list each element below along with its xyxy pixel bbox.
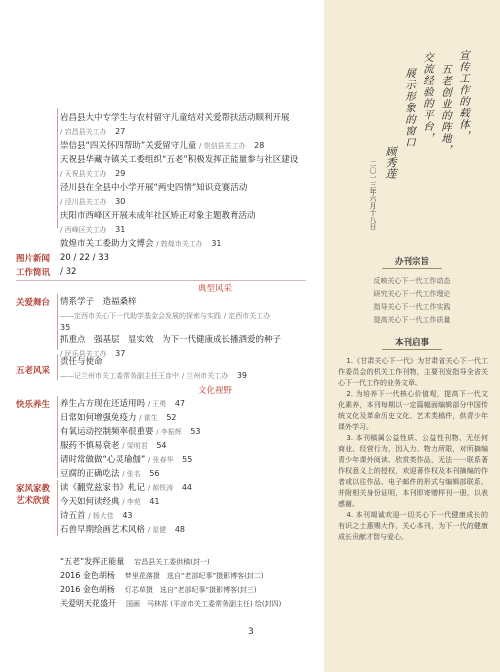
entry-org: / 兰州市关工办 [181,372,229,380]
entry-title: 抓重点 强基层 显实效 为下一代健康成长播洒爱的种子 [60,335,282,345]
work-brief-pages[interactable]: / 32 [60,267,77,277]
entry-title: 天祝县华藏寺镇关工委组织“五老”积极发挥正能量参与社区建设 [60,155,299,165]
cover-credit-4[interactable] [60,598,312,610]
health-divider [57,396,58,478]
entry-page: 55 [182,455,193,464]
aims-heading: 办刊宗旨 [394,257,429,267]
entry-page: 41 [149,497,160,506]
credit-title: 2016 金色胡杨 [60,585,115,594]
notice-heading-rule [382,349,442,350]
entry-org: / 崇信县关工办 [199,142,246,150]
entry-org: / 李振辉 [156,428,182,436]
entry-org: / 梁明君 [122,442,148,450]
credit-note: 灯芯草摄 选自“老部纪事”摄影博客(封三) [124,586,257,594]
entry-page: 52 [166,413,177,422]
entry-page: 30 [115,197,126,206]
credit-title: 关爱明天花盛开 [60,599,116,608]
entry-org: / 宕昌县关工办 [60,128,107,136]
calligraphy-col-1: 宣传工作的载体， [458,50,470,142]
entry-title: 泾川县在全县中小学开展“两史四情”知识竞赛活动 [60,183,248,193]
photo-news-label: 图片新闻 [16,254,51,264]
entry-title: 请时常做做“心灵瑜伽” [60,455,146,465]
health-entry-1[interactable] [60,398,316,410]
entry-page: 48 [174,525,186,534]
entry-org: / 星健 [147,526,167,534]
toc-entry-3[interactable] [60,154,316,166]
notice-paragraph-1: 1.《甘肃关心下一代》为甘肃省关心下一代工作委员会的机关工作刊物，主要刊发指导全省关心下一代工作的业务文章。 [338,357,488,387]
entry-title: 有氧运动控制频率很重要 [60,427,154,437]
care-entry-2-page [60,322,316,334]
entry-subtitle: ——记兰州市关工委常务副主任王彦中 [60,372,179,380]
entry-subtitle: ——定西市关心下一代助学基金会发展的探索与实践 [60,312,221,320]
elders-entry-1[interactable] [60,356,316,368]
cover-credit-1[interactable] [60,556,312,568]
toc-entry-5[interactable] [60,210,316,222]
care-stage-label: 关爱舞台 [16,298,51,308]
notice-paragraph-2: 2. 为培养下一代核心价值观，提高下一代文化素养，本刊每期以一定篇幅面编辑部分中国传统文化及革命历史文化、艺术类稿件，供青少年课外学习。 [338,390,488,431]
health-entry-5[interactable] [60,454,316,466]
calligraphy-date: 二〇一三年六月十八日 [369,160,377,230]
entry-title: 日常如何增强免疫力 [60,413,137,423]
cover-credit-3[interactable] [60,584,312,596]
calligraphy-signature: 顾秀莲 [384,146,397,179]
calligraphy-col-4: 展示形象的窗口 [404,68,416,149]
toc-entry-4[interactable] [60,182,316,194]
art-divider [57,480,58,536]
aims-heading-rule [382,268,442,269]
entry-page: 29 [115,169,126,178]
toc-entry-1-meta [60,126,316,138]
section-title-culture: 文化视野 [197,386,232,396]
notice-body [338,356,488,543]
art-entry-1[interactable] [60,482,316,494]
entry-org: / 杨大佳 [88,512,114,520]
entry-title: 石兽早期绘画艺术风格 [60,525,146,535]
section-divider [16,280,306,281]
entry-page: 44 [181,483,193,492]
notice-paragraph-4: 4. 本刊竭诚欢迎一切关心下一代健康成长的有识之士惠赐大作，关心本刊，为下一代的健康成长贡献才智与爱心。 [338,511,488,541]
care-stage-divider [57,294,58,350]
credit-title: “五老”发挥正能量 [60,557,125,566]
entry-org: / 张春华 [148,456,174,464]
entry-org: / 泾川县关工办 [60,198,107,206]
photo-news-pages[interactable]: 20 / 22 / 33 [60,253,109,263]
cover-credit-2[interactable] [60,570,312,582]
art-label-line1: 家风家教 [16,484,51,494]
entry-title: 敦煌市关工委助力文博会 [60,239,154,249]
entry-org: / 王勇 [147,400,167,408]
entry-title: 今天如何读经典 [60,497,120,507]
toc-entry-3-meta [60,168,316,180]
credit-title: 2016 金色胡杨 [60,571,115,580]
entry-page: 27 [115,127,126,136]
entry-page: 47 [174,399,186,408]
health-label: 快乐养生 [16,400,51,410]
care-entry-3[interactable] [60,334,316,346]
care-entry-2[interactable] [60,310,316,322]
entry-title: 服药不慎易衰老 [60,441,120,451]
entry-org: / 张名 [122,470,141,478]
entry-title: 情系学子 造福桑梓 [60,297,137,307]
entry-title: 诗五首 [60,511,86,521]
notice-paragraph-3: 3. 本刊稿属公益性质、公益性刊物、无任何商业、经营行为，因人力、物力所限，对所摘编青少年课外阅读、欣赏类作品，无法一一联系著作权意义上的授权，欢迎著作权及本刊摘编的作者或以往作品、电子邮件的形式与编辑部联系，并附相关身份证明，本刊即寄赠样刊一册，以表感谢。 [338,434,488,508]
notice-heading: 本刊启事 [394,338,429,348]
entry-org: / 霍生 [139,414,158,422]
credit-note: 梦里花落摄 选自“老部纪事”摄影博客(封二) [124,572,264,580]
toc-entry-5-meta [60,224,316,236]
care-entry-1[interactable] [60,296,316,308]
toc-entry-2[interactable] [60,140,316,152]
art-entry-4[interactable] [60,524,316,536]
toc-entry-6[interactable] [60,238,316,250]
toc-divider-vertical [57,108,58,228]
entry-page: 31 [211,239,222,248]
aim-item-3: 指导关心下一代工作实践 [373,303,451,311]
entry-title: 豆腐的正确吃法 [60,469,120,479]
entry-page: 35 [60,323,71,332]
entry-org: / 民乐县关工办 [60,350,107,358]
work-brief-label: 工作简讯 [16,268,51,278]
credit-note: 国画 马林荪 (平凉市关工委常务副主任) 绘(封四) [126,600,282,608]
entry-title: 庆阳市西峰区开展未成年社区矫正对象主题教育活动 [60,211,256,221]
entry-title: 岩昌县大中专学生与农村留守儿童结对关爱帮扶活动顺利开展 [60,113,290,123]
five-elders-label: 五老风采 [16,366,51,376]
calligraphy-inscription [360,50,476,240]
entry-org: / 天祝县关工办 [60,170,107,178]
aim-item-4: 提高关心下一代工作质量 [373,316,451,324]
entry-page: 43 [122,511,133,520]
entry-page: 31 [115,225,126,234]
entry-page: 54 [156,441,167,450]
aim-item-1: 反映关心下一代工作动态 [373,277,451,285]
entry-title: 崇信县“四关怀四帮助”关爱留守儿童 [60,141,197,151]
entry-page: 53 [190,427,201,436]
art-entry-2[interactable] [60,496,316,508]
toc-entry-1[interactable] [60,112,316,124]
entry-org: / 李苑 [122,498,141,506]
sidebar-panel [324,0,500,672]
art-label-line2: 艺术欣赏 [16,496,51,506]
entry-org: / 西峰区关工办 [60,226,107,234]
health-entry-3[interactable] [60,426,316,438]
five-elders-divider [57,354,58,380]
credit-note: 宕昌县关工委供稿(封一) [134,558,210,566]
aim-item-2: 研究关心下一代工作理论 [373,290,451,298]
entry-title: 责任与使命 [60,357,103,367]
health-entry-2[interactable] [60,412,316,424]
calligraphy-col-3: 交流经验的平台， [422,52,434,144]
health-entry-6[interactable] [60,468,316,480]
calligraphy-col-2: 五老创业的阵地， [440,64,452,156]
health-entry-4[interactable] [60,440,316,452]
entry-page: 56 [149,469,160,478]
art-entry-3[interactable] [60,510,316,522]
entry-org: / 定西市关工办 [223,312,271,320]
toc-entry-4-meta [60,196,316,208]
entry-org: / 郝铁涛 [147,484,174,492]
elders-entry-2[interactable] [60,370,316,382]
entry-title: 养生占方现在还适用吗 [60,399,146,409]
entry-org: / 敦煌市关工办 [156,240,203,248]
entry-title: 读《翻党兹家书》札记 [60,483,146,493]
page-number: 3 [248,627,254,637]
entry-page: 28 [254,141,265,150]
section-title-typical: 典型风采 [197,284,232,294]
entry-page: 39 [236,371,247,380]
entry-page: 37 [115,349,126,358]
